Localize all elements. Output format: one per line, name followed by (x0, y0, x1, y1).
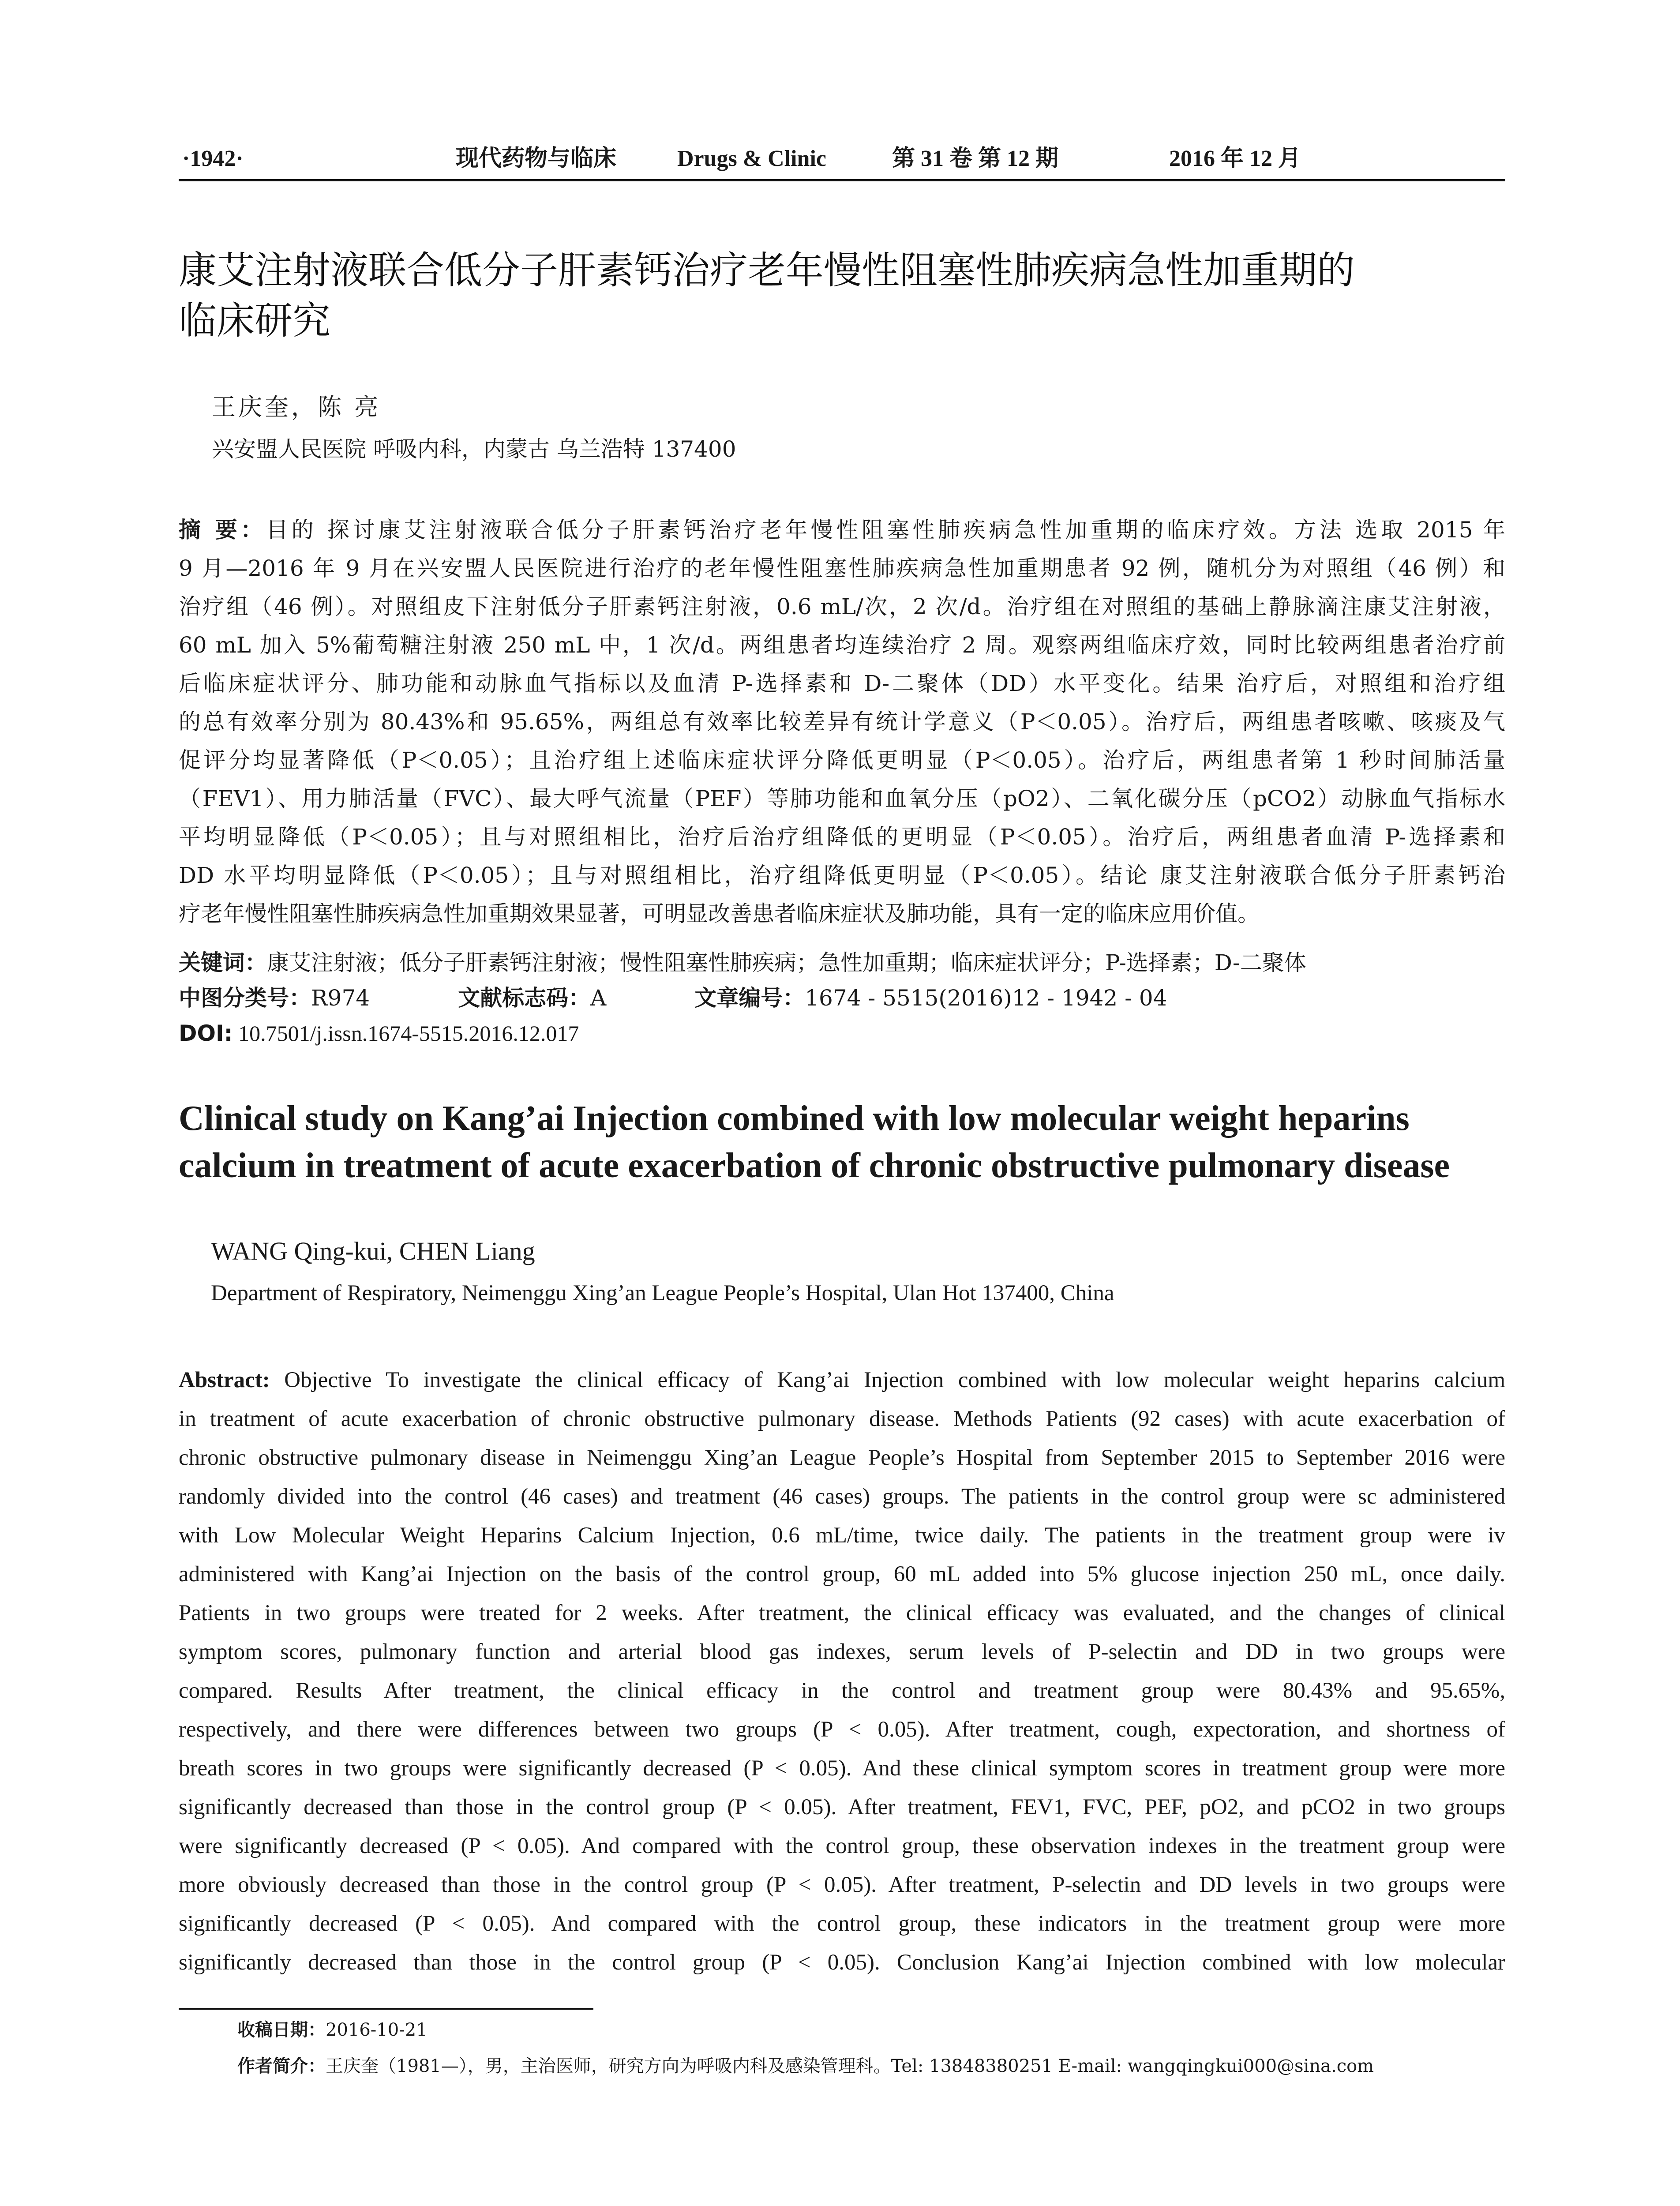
abstract-en (179, 1361, 1505, 1982)
abstract-cn-line: 9 月—2016 年 9 月在兴安盟人民医院进行治疗的老年慢性阻塞性肺疾病急性加重期患者 92 例，随机分为对照组（46 例）和 (179, 555, 1505, 581)
abstract-cn-line: （FEV1）、用力肺活量（FVC）、最大呼气流量（PEF）等肺功能和血氧分压（pO2）、二氧化碳分压（pCO2）动脉血气指标水 (179, 786, 1505, 811)
abstract-en-line: breath scores in two groups were significantly decreased (P < 0.05). And these clinical symptom scores in treatment group were more (179, 1756, 1505, 1781)
abstract-en-line: administered with Kang’ai Injection on the basis of the control group, 60 mL added into 5% glucose injection 250 mL, once daily. (179, 1562, 1505, 1587)
abstract-en-line: in treatment of acute exacerbation of chronic obstructive pulmonary disease. Methods Patients (92 cases) with acute exacerbation of (179, 1407, 1505, 1431)
title-cn-line: 临床研究 (179, 299, 330, 343)
classification-line: 中图分类号：R974 文献标志码：A 文章编号：1674 - 5515(2016)12 - 1942 - 04 (179, 985, 1167, 1011)
authors-en: WANG Qing-kui, CHEN Liang (211, 1237, 535, 1265)
article-number: 1674 - 5515(2016)12 - 1942 - 04 (805, 985, 1167, 1011)
abstract-en-line: symptom scores, pulmonary function and arterial blood gas indexes, serum levels of P-selectin and DD in two groups were (179, 1639, 1505, 1664)
title-en-line: Clinical study on Kang’ai Injection combined with low molecular weight heparins (179, 1099, 1410, 1138)
footnote-rule (179, 2008, 593, 2010)
abstract-cn-label: 摘 要： (179, 517, 266, 543)
abstract-cn-line: 平均明显降低（P＜0.05）；且与对照组相比，治疗后治疗组降低的更明显（P＜0.05）。治疗后，两组患者血清 P-选择素和 (179, 824, 1505, 850)
abstract-en-line: significantly decreased than those in the control group (P < 0.05). After treatment, FEV1, FVC, PEF, pO2, and pCO2 in two groups (179, 1795, 1505, 1820)
running-header (179, 138, 1505, 180)
abstract-en-line: compared. Results After treatment, the clinical efficacy in the control and treatment group were 80.43% and 95.65%, (179, 1678, 1505, 1703)
issue-date: 2016 年 12 月 (1169, 146, 1301, 171)
header-rule (179, 179, 1505, 181)
journal-name-cn: 现代药物与临床 (456, 146, 617, 171)
abstract-en-line: more obviously decreased than those in the control group (P < 0.05). After treatment, P-selectin and DD levels in two groups were (179, 1872, 1505, 1897)
abstract-en-line: Patients in two groups were treated for 2 weeks. After treatment, the clinical efficacy was evaluated, and the changes of clinical (179, 1601, 1505, 1625)
abstract-en-line: chronic obstructive pulmonary disease in Neimenggu Xing’an League People’s Hospital from September 2015 to September 2016 were (179, 1445, 1505, 1470)
abstract-cn-line: 疗老年慢性阻塞性肺疾病急性加重期效果显著，可明显改善患者临床症状及肺功能，具有一定的临床应用价值。 (179, 901, 1260, 927)
abstract-en-line: significantly decreased (P < 0.05). And compared with the control group, these indicators in the treatment group were more (179, 1911, 1505, 1936)
doi-line (179, 1016, 579, 1051)
doi-value: 10.7501/j.issn.1674-5515.2016.12.017 (238, 1021, 579, 1046)
abstract-en-line: significantly decreased than those in the control group (P < 0.05). Conclusion Kang’ai Injection combined with low molecular (179, 1950, 1505, 1975)
abstract-cn-line: 治疗组（46 例）。对照组皮下注射低分子肝素钙注射液，0.6 mL/次，2 次/d。治疗组在对照组的基础上静脉滴注康艾注射液， (179, 594, 1505, 619)
abstract-cn-line: 60 mL 加入 5%葡萄糖注射液 250 mL 中，1 次/d。两组患者均连续治疗 2 周。观察两组临床疗效，同时比较两组患者治疗前 (179, 632, 1505, 658)
authors-cn: 王庆奎，陈 亮 (212, 393, 381, 421)
clc-number: R974 (311, 985, 370, 1011)
author-bio: 作者简介：王庆奎（1981—），男，主治医师，研究方向为呼吸内科及感染管理科。Tel: 13848380251 E-mail: wangqingkui000@sina.com (237, 2056, 1374, 2076)
abstract-en-line: were significantly decreased (P < 0.05). And compared with the control group, these observation indexes in the treatment group were (179, 1834, 1505, 1858)
abstract-en-line: respectively, and there were differences between two groups (P < 0.05). After treatment, cough, expectoration, and shortness of (179, 1717, 1505, 1742)
abstract-cn-line: 后临床症状评分、肺功能和动脉血气指标以及血清 P-选择素和 D-二聚体（DD）水平变化。结果 治疗后，对照组和治疗组 (179, 671, 1505, 696)
abstract-cn-line: 的总有效率分别为 80.43%和 95.65%，两组总有效率比较差异有统计学意义（P＜0.05）。治疗后，两组患者咳嗽、咳痰及气 (179, 709, 1505, 735)
received-date: 收稿日期：2016-10-21 (237, 2020, 428, 2040)
page-number: ·1942· (182, 146, 244, 171)
title-en-line: calcium in treatment of acute exacerbation of chronic obstructive pulmonary disease (179, 1146, 1450, 1185)
abstract-en-line: with Low Molecular Weight Heparins Calcium Injection, 0.6 mL/time, twice daily. The patients in the treatment group were iv (179, 1523, 1505, 1548)
abstract-cn-line: 促评分均显著降低（P＜0.05）；且治疗组上述临床症状评分降低更明显（P＜0.05）。治疗后，两组患者第 1 秒时间肺活量 (179, 747, 1505, 773)
keywords-text: 康艾注射液；低分子肝素钙注射液；慢性阻塞性肺疾病；急性加重期；临床症状评分；P-选择素；D-二聚体 (267, 950, 1306, 975)
abstract-cn-line: 摘 要：目的 探讨康艾注射液联合低分子肝素钙治疗老年慢性阻塞性肺疾病急性加重期的临床疗效。方法 选取 2015 年 (179, 517, 1505, 543)
keywords-cn (179, 945, 1306, 980)
title-cn-line: 康艾注射液联合低分子肝素钙治疗老年慢性阻塞性肺疾病急性加重期的 (179, 248, 1355, 293)
affiliation-cn: 兴安盟人民医院 呼吸内科，内蒙古 乌兰浩特 137400 (212, 436, 736, 462)
abstract-en-line: randomly divided into the control (46 cases) and treatment (46 cases) groups. The patients in the control group were sc administered (179, 1484, 1505, 1509)
abstract-cn-line: DD 水平均明显降低（P＜0.05）；且与对照组相比，治疗组降低更明显（P＜0.05）。结论 康艾注射液联合低分子肝素钙治 (179, 863, 1505, 888)
volume-issue: 第 31 卷 第 12 期 (892, 146, 1059, 171)
abstract-en-line: Abstract: Objective To investigate the clinical efficacy of Kang’ai Injection combined with low molecular weight heparins calcium (179, 1368, 1506, 1392)
abstract-en-label: Abstract: (179, 1368, 270, 1392)
keywords-label: 关键词： (179, 950, 267, 975)
abstract-cn (179, 511, 1505, 933)
doi-label: DOI: (179, 1020, 233, 1046)
affiliation-en: Department of Respiratory, Neimenggu Xing’an League People’s Hospital, Ulan Hot 137400, China (211, 1281, 1114, 1306)
journal-name-en: Drugs & Clinic (677, 146, 826, 171)
document-code: A (590, 985, 607, 1011)
